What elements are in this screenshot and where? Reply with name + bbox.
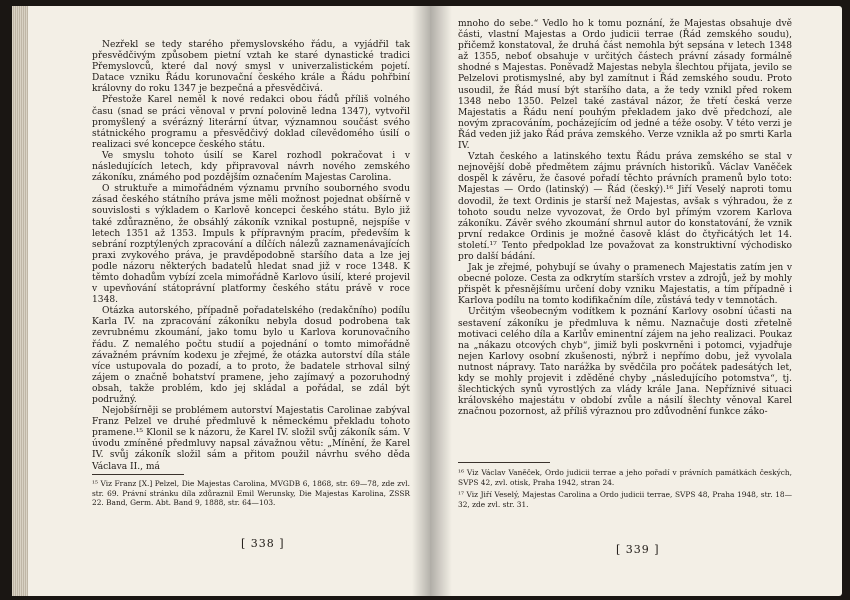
paragraph: Ve smyslu tohoto úsilí se Karel rozhodl pokračovat i v následujících letech, kdy připravoval návrh nového zemského zákoníku, známého pod pozdějším označením Majestas Carolina. [92, 150, 410, 184]
page-number: [ 339 ] [616, 543, 660, 556]
paragraph: Otázka autorského, případně pořadatelského (redakčního) podílu Karla IV. na zpracování zákoníku nebyla dosud podrobena tak zevrubnému zkoumání, jako tomu bylo u Karlova korunovačního řádu. Z nemalého počtu studií a pojednání o tomto mimořádně závažném právním kodexu je zřejmé, že otázka autorství díla stále více ustupovala do pozadí, a to proto, že badatele strhoval silný zájem o značně bohatství pramene, jeho zajímavý a pozoruhodný obsah, takže problém, kdo jej skládal a pořádal, se zdál být podružný. [92, 306, 410, 405]
right-page-body [458, 19, 792, 418]
footnote-divider [458, 462, 550, 463]
book-gutter-shadow [430, 6, 452, 596]
paragraph: Jak je zřejmé, pohybují se úvahy o pramenech Majestatis zatím jen v obecné poloze. Cesta za odkrytím starších vrstev a zdrojů, jež by mohly přispět k přesnějšímu určení doby vzniku Majestatis, a tím případně i Karlova podílu na tomto kodifikačním díle, zůstává tedy v temnotách. [458, 263, 792, 307]
left-page-body [92, 40, 410, 473]
page-edges [12, 6, 28, 596]
paragraph: Přestože Karel neměl k nové redakci obou řádů příliš volného času (snad se práci věnoval v první polovině ledna 1347), vytvořil promyšlený a svérázný literární útvar, významnou součást svého státnického programu a přesvědčivý doklad cílevědomého úsilí o realizaci své koncepce českého státu. [92, 95, 410, 150]
paragraph: Nejobšírněji se problémem autorství Majestatis Carolinae zabýval Franz Pelzel ve druhé předmluvě k německému překladu tohoto pramene.¹⁵ Klonil se k názoru, že Karel IV. složil svůj zákoník sám. V úvodu zmíněné předmluvy napsal závažnou větu: „Mínění, že Karel IV. svůj zákoník složil sám a přitom použil návrhu svého děda Václava II., má [92, 406, 410, 472]
footnote: ¹⁶ Viz Václav Vaněček, Ordo judicii terrae a jeho pořadí v právních památkách českých, SVPS 42, zvl. otisk, Praha 1942, stran 24. [458, 468, 792, 487]
paragraph: Vztah českého a latinského textu Řádu práva zemského se stal v nejnovější době předmětem zájmu právních historiků. Václav Vaněček dospěl k závěru, že časové pořadí těchto právních pramenů bylo toto: Majestas — Ordo (latinský) — Řád (český).¹⁶ Jiří Veselý naproti tomu dovodil, že text Ordinis je starší než Majestas, avšak s výhradou, že z tohoto soudu nelze vyvozovat, že Ordo byl přímým vzorem Karlova zákoníku. Závěr svého zkoumání shrnul autor do konstatování, že vznik první redakce Ordinis je možné časově klást do čtyřicátých let 14. století.¹⁷ Tento předpoklad lze považovat za konstruktivní východisko pro další bádání. [458, 152, 792, 262]
paragraph: mnoho do sebe.“ Vedlo ho k tomu poznání, že Majestas obsahuje dvě části, vlastní Majestas a Ordo judicii terrae (Řád zemského soudu), přičemž konstatoval, že druhá část nemohla být sepsána v letech 1348 až 1355, neboť obsahuje v určitých částech právní zásady formálně shodné s Majestas. Poněvadž Majestas nebyla šlechtou přijata, jevilo se Pelzelovi protismyslné, aby byl zamítnut i Řád zemského soudu. Proto usoudil, že Řád musí být staršího data, a že tedy vznikl před rokem 1348 nebo 1350. Pelzel také zastával názor, že třetí česká verze Majestatis a Řádu není pouhým překladem jako dvě předchozí, ale novým zpracováním, pocházejícím od jedné a téže osoby. V této verzi je Řád veden již jako Řád práva zemského. Verze vznikla až po smrti Karla IV. [458, 19, 792, 152]
book-gutter-shadow [412, 6, 430, 596]
right-footnotes [458, 468, 792, 512]
footnote-divider [92, 474, 184, 475]
paragraph: Nezřekl se tedy starého přemyslovského řádu, a vyjádřil tak přesvědčivým způsobem pietní vztah ke staré dynastické tradici Přemyslovců, které dal nový smysl v univerzalistickém pojetí. Datace vzniku Řádu korunovační českého krále a Řádu pohřbiní královny do roku 1347 je bezpečná a přesvědčivá. [92, 40, 410, 95]
left-page [12, 6, 430, 596]
right-page [430, 6, 842, 596]
footnote: ¹⁷ Viz Jiří Veselý, Majestas Carolina a Ordo judicii terrae, SVPS 48, Praha 1948, str. 18—32, zde zvl. str. 31. [458, 490, 792, 509]
left-footnotes [92, 479, 410, 511]
footnote: ¹⁵ Viz Franz [X.] Pelzel, Die Majestas Carolina, MVGDB 6, 1868, str. 69—78, zde zvl. str. 69. Právní stránku díla zdůraznil Emil Werunsky, Die Majestas Karolina, ZSSR 22. Band, Germ. Abt. Band 9, 1888, str. 64—103. [92, 479, 410, 508]
paragraph: O struktuře a mimořádném významu prvního souborného svodu zásad českého státního práva jsme měli možnost pojednat obšírně v souvislosti s výkladem o Karlově koncepci českého státu. Bylo již také zdůrazněno, že obsáhlý zákoník vznikal postupně, nejspíše v letech 1351 až 1353. Impuls k přípravným pracím, především k sebrání rozptýlených zpracování a dílčích nálezů zaznamenávajících praxi zvykového práva, je pravděpodobně staršího data a lze jej podle názoru některých badatelů hledat snad již v roce 1348. K těmto dohadům vybízí zcela mimořádně Karlovo úsilí, které projevil v upevňování státoprávní platformy českého státu právě v roce 1348. [92, 184, 410, 306]
page-number: [ 338 ] [241, 537, 285, 550]
paragraph: Určitým všeobecným vodítkem k poznání Karlovy osobní účasti na sestavení zákoníku je předmluva k němu. Naznačuje dosti zřetelně motivaci celého díla a Karlův eminentní zájem na jeho realizaci. Poukaz na „nákazu otcových chyb“, jimiž byli poskvrněni i potomci, vyjadřuje nejen Karlovy osobní zkušenosti, nýbrž i nepřímo dobu, jež vyvolala nutnost nápravy. Tato narážka by svědčila pro počátek padesátých let, kdy se mohly projevit i zděděné chyby „následujícího potomstva“, tj. šlechtických synů vyrostlých za vlády krále Jana. Nepříznivé situaci královského majestátu v období zvůle a násilí šlechty věnoval Karel značnou pozornost, až příliš výraznou pro zdůvodnění funkce záko- [458, 307, 792, 418]
